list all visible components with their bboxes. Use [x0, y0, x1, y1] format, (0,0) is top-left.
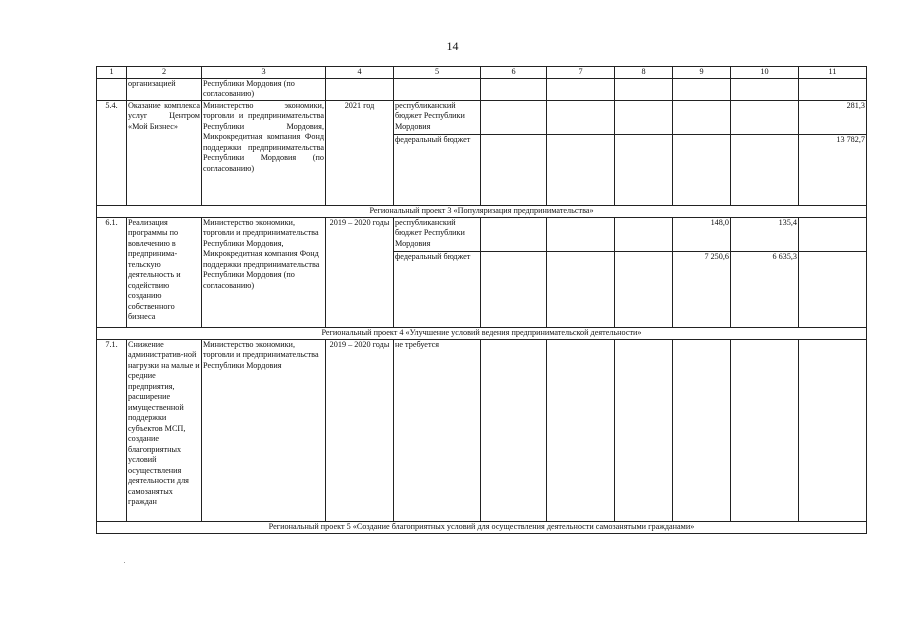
col-header: 5	[394, 67, 481, 79]
cell-source: республиканский бюджет Республики Мордовия	[394, 100, 481, 134]
row-number: 5.4.	[97, 100, 127, 205]
cell-name: организацией	[127, 78, 202, 100]
table-row	[97, 339, 867, 521]
cell-executor: Министерство экономики, торговли и предпринимательства Республики Мордовия, Микрокредитная компания Фонд поддержки предпринимательства Республики Мордовия (по согласованию)	[202, 100, 326, 205]
cell-executor: Министерство экономики, торговли и предпринимательства Республики Мордовия	[202, 339, 326, 521]
cell-source: не требуется	[394, 339, 481, 521]
table-row	[97, 217, 867, 251]
cell-value: 281,3	[799, 100, 867, 134]
cell-value: 6 635,3	[731, 251, 799, 327]
cell-name: Оказание комплекса услуг Центром «Мой Бизнес»	[127, 100, 202, 205]
scan-speck	[124, 562, 125, 563]
row-number: 7.1.	[97, 339, 127, 521]
col-header: 9	[673, 67, 731, 79]
col-header: 11	[799, 67, 867, 79]
col-header: 6	[481, 67, 547, 79]
cell-period: 2019 – 2020 годы	[326, 339, 394, 521]
cell-value: 148,0	[673, 217, 731, 251]
col-header: 2	[127, 67, 202, 79]
program-table	[96, 66, 867, 534]
cell-value: 135,4	[731, 217, 799, 251]
table-row	[97, 78, 867, 100]
cell-value: 7 250,6	[673, 251, 731, 327]
col-header: 10	[731, 67, 799, 79]
section-row	[97, 327, 867, 339]
cell-period: 2019 – 2020 годы	[326, 217, 394, 327]
cell-value: 13 782,7	[799, 134, 867, 205]
row-number: 6.1.	[97, 217, 127, 327]
table-row	[97, 100, 867, 134]
cell-name: Реализация программы по вовлечению в предпринима-тельскую деятельность и содействию созданию собственного бизнеса	[127, 217, 202, 327]
col-header: 8	[615, 67, 673, 79]
col-header: 7	[547, 67, 615, 79]
header-row	[97, 67, 867, 79]
cell-name: Снижение административ-ной нагрузки на малые и средние предприятия, расширение имущественной поддержки субъектов МСП, создание благоприятных условий осуществления деятельности для самозанятых граждан	[127, 339, 202, 521]
cell-executor: Республики Мордовия (по согласованию)	[202, 78, 326, 100]
cell-executor: Министерство экономики, торговли и предпринимательства Республики Мордовия, Микрокредитная компания Фонд поддержки предпринимательства Республики Мордовия (по согласованию)	[202, 217, 326, 327]
cell-source: республиканский бюджет Республики Мордовия	[394, 217, 481, 251]
cell-period: 2021 год	[326, 100, 394, 205]
col-header: 4	[326, 67, 394, 79]
cell-source: федеральный бюджет	[394, 134, 481, 205]
cell-source: федеральный бюджет	[394, 251, 481, 327]
section-row	[97, 521, 867, 533]
section-title: Региональный проект 5 «Создание благоприятных условий для осуществления деятельности самозанятыми гражданами»	[97, 521, 867, 533]
section-row	[97, 205, 867, 217]
section-title: Региональный проект 3 «Популяризация предпринимательства»	[97, 205, 867, 217]
col-header: 3	[202, 67, 326, 79]
col-header: 1	[97, 67, 127, 79]
section-title: Региональный проект 4 «Улучшение условий ведения предпринимательской деятельности»	[97, 327, 867, 339]
page-number: 14	[446, 39, 459, 53]
